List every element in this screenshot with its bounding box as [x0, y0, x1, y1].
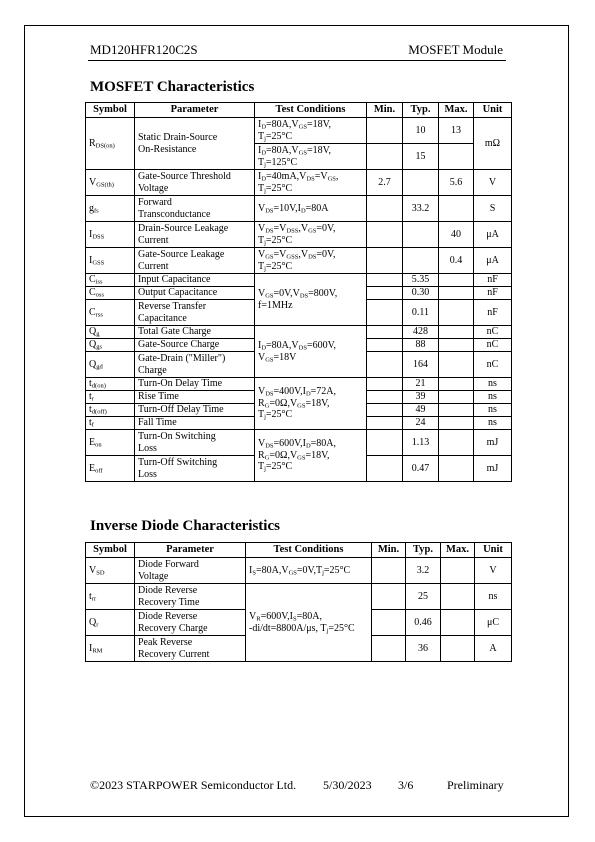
symbol-cell: $Q_{gd}$: [86, 352, 135, 378]
parameter-cell: Turn-Off Switching Loss: [135, 456, 255, 482]
min-cell: [367, 430, 403, 456]
unit-cell: S: [474, 196, 512, 222]
typ-cell: 39: [403, 391, 439, 404]
max-cell: [439, 352, 474, 378]
parameter-cell: Gate-Source Leakage Current: [135, 248, 255, 274]
col-header: Min.: [367, 103, 403, 118]
test-conditions-cell: $V_{GS}=0V,V_{DS}=800V$, f=1MHz: [255, 274, 367, 326]
min-cell: [372, 584, 406, 610]
max-cell: [439, 378, 474, 391]
typ-cell: 24: [403, 417, 439, 430]
header-divider: [88, 60, 506, 61]
typ-cell: 0.30: [403, 287, 439, 300]
parameter-cell: Total Gate Charge: [135, 326, 255, 339]
max-cell: [439, 287, 474, 300]
max-cell: [439, 430, 474, 456]
max-cell: [439, 326, 474, 339]
min-cell: [367, 378, 403, 391]
table-row: [86, 326, 512, 339]
unit-cell: V: [475, 558, 512, 584]
col-header: Unit: [474, 103, 512, 118]
table-row: [86, 558, 512, 584]
min-cell: [372, 558, 406, 584]
typ-cell: [403, 222, 439, 248]
symbol-cell: $t_{d(off)}$: [86, 404, 135, 417]
parameter-cell: Forward Transconductance: [135, 196, 255, 222]
test-conditions-cell: $I_D=80A,V_{GS}=18V$, $T_j=125^\circ C$: [255, 144, 367, 170]
min-cell: [367, 391, 403, 404]
typ-cell: 36: [406, 636, 441, 662]
typ-cell: 164: [403, 352, 439, 378]
col-header: Min.: [372, 543, 406, 558]
unit-cell: mΩ: [474, 118, 512, 170]
test-conditions-cell: $V_R=600V,I_S=80A$, -di/dt=8800A/μs, $T_j=25^\circ C$: [246, 584, 372, 662]
max-cell: [439, 339, 474, 352]
table-row: [86, 378, 512, 391]
symbol-cell: $g_{fs}$: [86, 196, 135, 222]
col-header: Parameter: [135, 543, 246, 558]
min-cell: [367, 339, 403, 352]
typ-cell: 88: [403, 339, 439, 352]
page-number: 3/6: [398, 778, 414, 792]
parameter-cell: Diode Forward Voltage: [135, 558, 246, 584]
symbol-cell: $t_{rr}$: [86, 584, 135, 610]
mosfet-characteristics-table: [85, 102, 512, 482]
typ-cell: 428: [403, 326, 439, 339]
unit-cell: nC: [474, 326, 512, 339]
max-cell: [439, 196, 474, 222]
min-cell: [367, 300, 403, 326]
max-cell: [439, 417, 474, 430]
typ-cell: 1.13: [403, 430, 439, 456]
parameter-cell: Diode Reverse Recovery Time: [135, 584, 246, 610]
typ-cell: [403, 248, 439, 274]
part-number: MD120HFR120C2S: [90, 42, 198, 57]
typ-cell: 10: [403, 118, 439, 144]
max-cell: 0.4: [439, 248, 474, 274]
table-row: [86, 222, 512, 248]
max-cell: 13: [439, 118, 474, 144]
diode-characteristics-table: [85, 542, 512, 662]
unit-cell: mJ: [474, 430, 512, 456]
symbol-cell: $V_{SD}$: [86, 558, 135, 584]
module-type: MOSFET Module: [408, 42, 503, 57]
symbol-cell: $R_{DS(on)}$: [86, 118, 135, 170]
typ-cell: [403, 170, 439, 196]
typ-cell: 49: [403, 404, 439, 417]
unit-cell: μC: [475, 610, 512, 636]
parameter-cell: Turn-On Delay Time: [135, 378, 255, 391]
typ-cell: 21: [403, 378, 439, 391]
unit-cell: μA: [474, 222, 512, 248]
col-header: Typ.: [406, 543, 441, 558]
col-header: Symbol: [86, 543, 135, 558]
max-cell: [441, 636, 475, 662]
min-cell: [367, 456, 403, 482]
symbol-cell: $C_{oss}$: [86, 287, 135, 300]
test-conditions-cell: $I_D=80A,V_{GS}=18V$, $T_j=25^\circ C$: [255, 118, 367, 144]
table-row: [86, 196, 512, 222]
parameter-cell: Diode Reverse Recovery Charge: [135, 610, 246, 636]
max-cell: [441, 558, 475, 584]
unit-cell: ns: [475, 584, 512, 610]
max-cell: [439, 404, 474, 417]
min-cell: [367, 287, 403, 300]
unit-cell: nC: [474, 339, 512, 352]
min-cell: [367, 417, 403, 430]
min-cell: [367, 144, 403, 170]
table-header-row: [86, 103, 512, 118]
symbol-cell: $t_{d(on)}$: [86, 378, 135, 391]
parameter-cell: Fall Time: [135, 417, 255, 430]
diode-section-title: Inverse Diode Characteristics: [90, 518, 280, 534]
min-cell: [367, 404, 403, 417]
typ-cell: 0.47: [403, 456, 439, 482]
document-date: 5/30/2023: [323, 778, 372, 792]
typ-cell: 5.35: [403, 274, 439, 287]
symbol-cell: $E_{off}$: [86, 456, 135, 482]
test-conditions-cell: $I_S=80A,V_{GS}=0V,T_j=25^\circ C$: [246, 558, 372, 584]
min-cell: [367, 196, 403, 222]
max-cell: [439, 300, 474, 326]
unit-cell: μA: [474, 248, 512, 274]
col-header: Test Conditions: [246, 543, 372, 558]
col-header: Symbol: [86, 103, 135, 118]
test-conditions-cell: $I_D=40mA,V_{DS}=V_{GS}$, $T_j=25^\circ C$: [255, 170, 367, 196]
max-cell: 5.6: [439, 170, 474, 196]
min-cell: [367, 222, 403, 248]
col-header: Typ.: [403, 103, 439, 118]
table-row: [86, 118, 512, 144]
test-conditions-cell: $V_{DS}=10V,I_D=80A$: [255, 196, 367, 222]
table-row: [86, 430, 512, 456]
table-row: [86, 248, 512, 274]
symbol-cell: $E_{on}$: [86, 430, 135, 456]
parameter-cell: Turn-Off Delay Time: [135, 404, 255, 417]
test-conditions-cell: $V_{GS}=V_{GSS},V_{DS}=0V$, $T_j=25^\circ C$: [255, 248, 367, 274]
max-cell: [439, 144, 474, 170]
copyright-text: ©2023 STARPOWER Semiconductor Ltd.: [90, 778, 297, 792]
typ-cell: 15: [403, 144, 439, 170]
symbol-cell: $I_{RM}$: [86, 636, 135, 662]
typ-cell: 33.2: [403, 196, 439, 222]
unit-cell: nF: [474, 300, 512, 326]
symbol-cell: $V_{GS(th)}$: [86, 170, 135, 196]
symbol-cell: $t_f$: [86, 417, 135, 430]
min-cell: [367, 274, 403, 287]
parameter-cell: Drain-Source Leakage Current: [135, 222, 255, 248]
table-row: [86, 584, 512, 610]
min-cell: [367, 118, 403, 144]
table-row: [86, 170, 512, 196]
unit-cell: V: [474, 170, 512, 196]
unit-cell: A: [475, 636, 512, 662]
min-cell: [367, 352, 403, 378]
col-header: Max.: [441, 543, 475, 558]
symbol-cell: $C_{rss}$: [86, 300, 135, 326]
min-cell: [367, 326, 403, 339]
parameter-cell: Gate-Drain ("Miller") Charge: [135, 352, 255, 378]
unit-cell: ns: [474, 417, 512, 430]
symbol-cell: $I_{GSS}$: [86, 248, 135, 274]
typ-cell: 0.11: [403, 300, 439, 326]
min-cell: [367, 248, 403, 274]
parameter-cell: Input Capacitance: [135, 274, 255, 287]
max-cell: 40: [439, 222, 474, 248]
parameter-cell: Static Drain-Source On-Resistance: [135, 118, 255, 170]
col-header: Max.: [439, 103, 474, 118]
parameter-cell: Peak Reverse Recovery Current: [135, 636, 246, 662]
parameter-cell: Gate-Source Charge: [135, 339, 255, 352]
typ-cell: 0.46: [406, 610, 441, 636]
mosfet-section-title: MOSFET Characteristics: [90, 79, 255, 95]
test-conditions-cell: $V_{DS}=V_{DSS},V_{GS}=0V$, $T_j=25^\circ C$: [255, 222, 367, 248]
max-cell: [441, 610, 475, 636]
max-cell: [439, 391, 474, 404]
max-cell: [439, 456, 474, 482]
parameter-cell: Reverse Transfer Capacitance: [135, 300, 255, 326]
min-cell: [372, 636, 406, 662]
parameter-cell: Rise Time: [135, 391, 255, 404]
parameter-cell: Gate-Source Threshold Voltage: [135, 170, 255, 196]
symbol-cell: $Q_r$: [86, 610, 135, 636]
unit-cell: ns: [474, 391, 512, 404]
unit-cell: nC: [474, 352, 512, 378]
unit-cell: nF: [474, 274, 512, 287]
col-header: Parameter: [135, 103, 255, 118]
test-conditions-cell: $V_{DS}=600V,I_D=80A$, $R_G=0\Omega,V_{GS}=18V$, $T_j=25^\circ C$: [255, 430, 367, 482]
col-header: Unit: [475, 543, 512, 558]
symbol-cell: $t_r$: [86, 391, 135, 404]
min-cell: 2.7: [367, 170, 403, 196]
table-header-row: [86, 543, 512, 558]
unit-cell: nF: [474, 287, 512, 300]
symbol-cell: $Q_g$: [86, 326, 135, 339]
symbol-cell: $Q_{gs}$: [86, 339, 135, 352]
unit-cell: ns: [474, 404, 512, 417]
col-header: Test Conditions: [255, 103, 367, 118]
max-cell: [439, 274, 474, 287]
parameter-cell: Turn-On Switching Loss: [135, 430, 255, 456]
test-conditions-cell: $I_D=80A,V_{DS}=600V$, $V_{GS}=18V$: [255, 326, 367, 378]
parameter-cell: Output Capacitance: [135, 287, 255, 300]
test-conditions-cell: $V_{DS}=400V,I_D=72A$, $R_G=0\Omega,V_{GS}=18V$, $T_j=25^\circ C$: [255, 378, 367, 430]
table-row: [86, 274, 512, 287]
symbol-cell: $I_{DSS}$: [86, 222, 135, 248]
document-status: Preliminary: [447, 778, 504, 792]
unit-cell: mJ: [474, 456, 512, 482]
typ-cell: 3.2: [406, 558, 441, 584]
max-cell: [441, 584, 475, 610]
typ-cell: 25: [406, 584, 441, 610]
unit-cell: ns: [474, 378, 512, 391]
min-cell: [372, 610, 406, 636]
symbol-cell: $C_{iss}$: [86, 274, 135, 287]
